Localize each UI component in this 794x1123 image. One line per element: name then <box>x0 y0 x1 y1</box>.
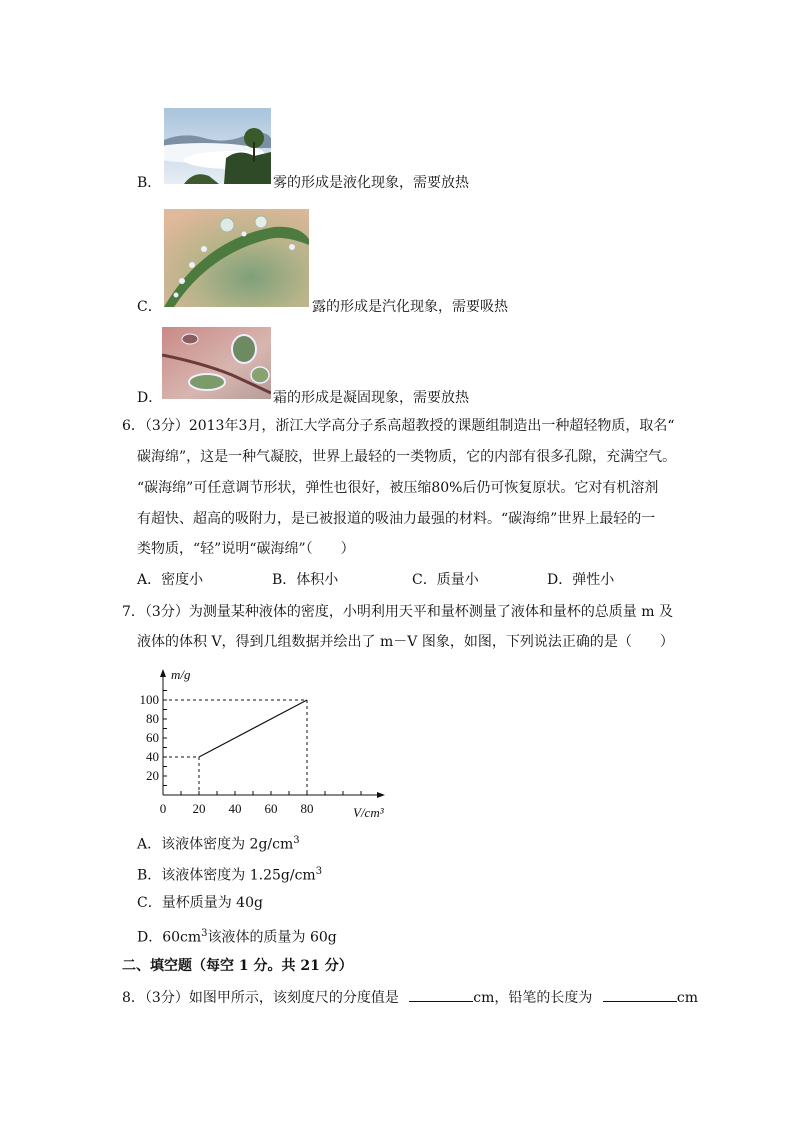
option-text: 霜的形成是凝固现象，需要放热 <box>273 390 469 406</box>
q7-option-d <box>137 924 337 948</box>
x-tick-label: 80 <box>300 801 314 816</box>
option-b-text <box>273 173 469 193</box>
x-tick-label: 20 <box>192 801 206 816</box>
q6-option-b: B．体积小 <box>272 572 339 588</box>
y-tick-label: 100 <box>139 692 159 707</box>
x-axis-arrow <box>377 792 385 798</box>
option-text: 雾的形成是液化现象，需要放热 <box>273 175 469 191</box>
q7-line: 7．（3分）为测量某种液体的密度，小明利用天平和量杯测量了液体和量杯的总质量 m 及 <box>122 604 673 620</box>
q6-line: “碳海绵”可任意调节形状，弹性也很好，被压缩80%后仍可恢复原状。它对有机溶剂 <box>137 480 659 496</box>
answer-blank-1[interactable] <box>409 987 473 1002</box>
option-letter: D． <box>137 390 163 406</box>
m-v-chart <box>130 660 410 820</box>
superscript: 3 <box>293 835 300 846</box>
option-b <box>137 173 161 193</box>
q6-option-a: A．密度小 <box>137 572 204 588</box>
q6-line: 碳海绵”，这是一种气凝胶，世界上最轻的一类物质，它的内部有很多孔隙，充满空气。 <box>137 449 677 465</box>
option-text: C．量杯质量为 40g <box>137 895 263 911</box>
q7-option-b <box>137 862 322 886</box>
q6-line: 有超快、超高的吸附力，是已被报道的吸油力最强的材料。“碳海绵”世界上最轻的一 <box>137 511 656 527</box>
y-tick-label: 20 <box>146 768 159 783</box>
frost-photo <box>162 327 271 399</box>
data-line <box>199 700 307 757</box>
option-text: D．60cm <box>137 929 202 946</box>
answer-blank-2[interactable] <box>603 987 677 1002</box>
q6-option-d: D．弹性小 <box>547 572 615 588</box>
superscript: 3 <box>315 866 323 877</box>
option-d-text <box>273 388 469 408</box>
option-c-text <box>312 297 508 317</box>
q6-line: 类物质，“轻”说明“碳海绵”（ ） <box>137 541 355 557</box>
fog-photo <box>164 108 271 184</box>
y-tick-label: 60 <box>146 730 159 745</box>
q8-text: 8．（3分）如图甲所示，该刻度尺的分度值是 <box>122 990 399 1006</box>
x-tick-label: 60 <box>264 801 278 816</box>
x-axis-label: V/cm³ <box>353 805 384 820</box>
question-8 <box>122 987 698 1008</box>
q6-line: 6．（3分）2013年3月，浙江大学高分子系高超教授的课题组制造出一种超轻物质，取名“ <box>122 418 675 434</box>
option-letter: B． <box>137 175 162 191</box>
option-text: 该液体的质量为 60g <box>207 929 337 946</box>
superscript: 3 <box>201 928 208 939</box>
q8-text: cm，铅笔的长度为 <box>473 990 593 1006</box>
option-d <box>137 388 162 408</box>
x-tick-label: 40 <box>228 801 242 816</box>
y-tick-label: 80 <box>146 711 159 726</box>
origin-label: 0 <box>159 801 167 816</box>
y-axis-label: m/g <box>171 667 191 682</box>
section-title: 二、填空题（每空 1 分。共 21 分） <box>122 958 353 974</box>
q6-option-c: C．质量小 <box>412 572 479 588</box>
option-letter: C． <box>137 299 162 315</box>
option-text: A．该液体密度为 2g/cm <box>137 836 294 853</box>
y-tick-label: 40 <box>146 749 159 764</box>
q7-option-a <box>137 831 300 855</box>
q8-text: cm <box>676 990 698 1006</box>
q7-line: 液体的体积 V，得到几组数据并绘出了 m－V 图象，如图，下列说法正确的是（ ） <box>137 634 674 650</box>
y-axis-arrow <box>160 669 166 677</box>
option-text: B．该液体密度为 1.25g/cm <box>137 867 316 884</box>
option-text: 露的形成是汽化现象，需要吸热 <box>312 299 508 315</box>
option-c <box>137 297 162 317</box>
q7-option-c <box>137 893 263 913</box>
dew-photo <box>164 209 309 307</box>
